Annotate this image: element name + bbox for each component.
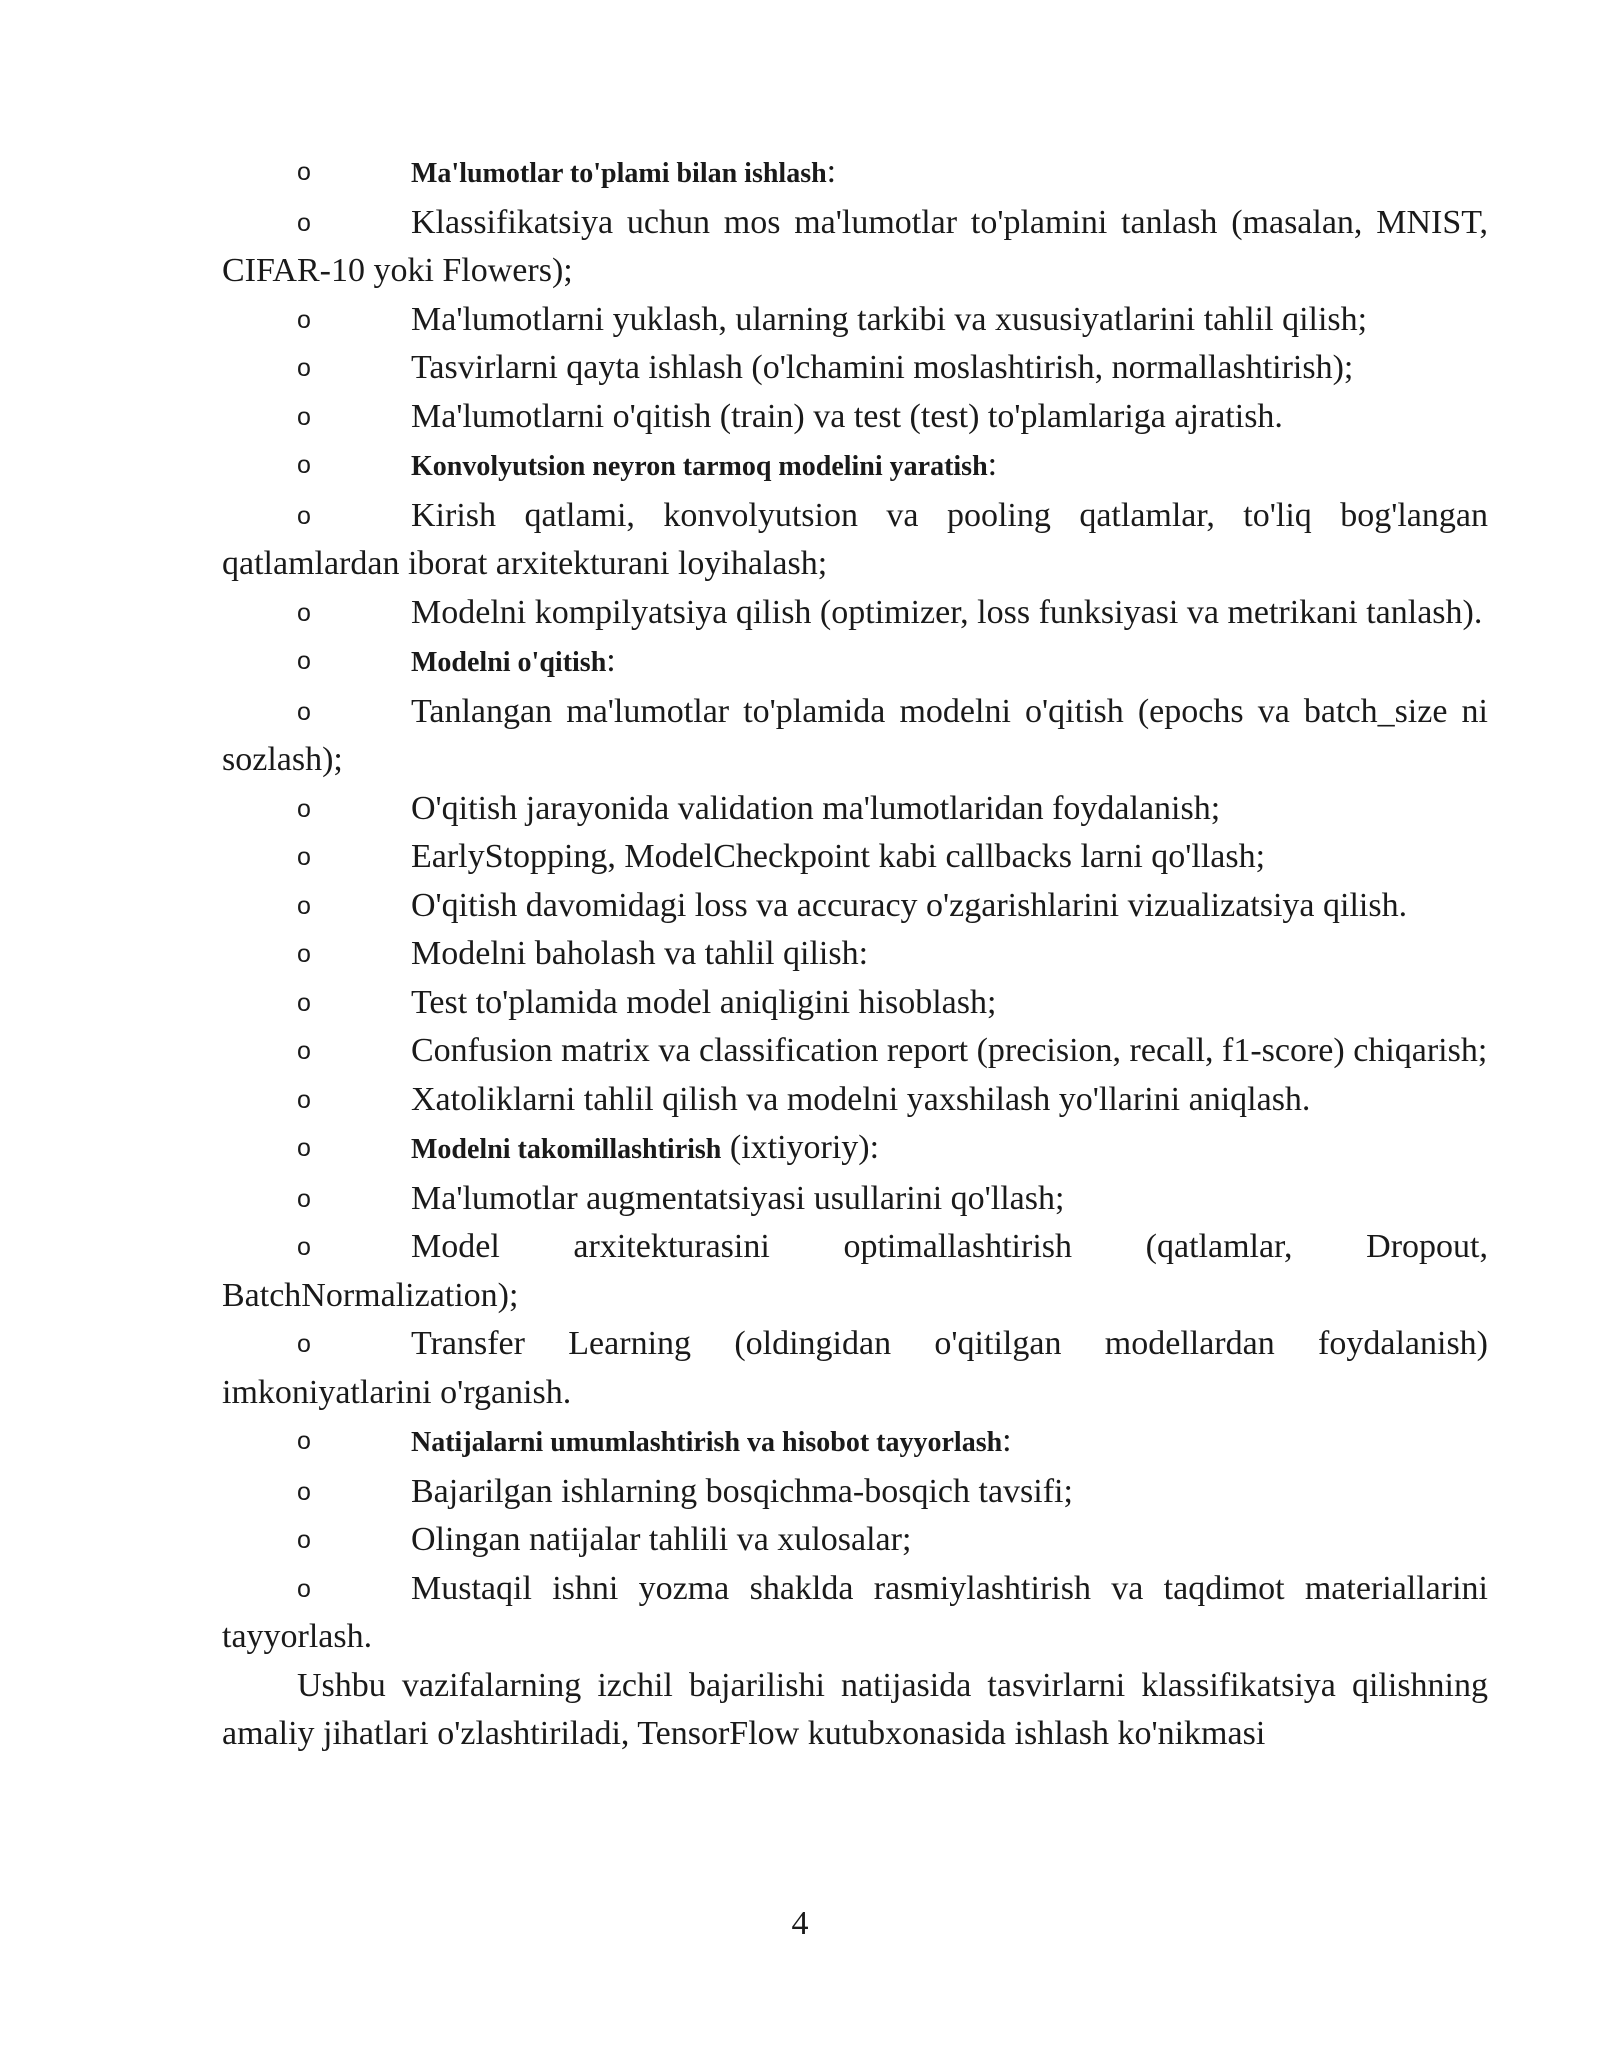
bullet-marker: o bbox=[297, 1427, 311, 1455]
item-text: Kirish qatlami, konvolyutsion va pooling qatlamlar, to'liq bog'langan qatlamlardan iborat arxitekturani loyihalash; bbox=[222, 496, 1488, 582]
item-text: EarlyStopping, ModelCheckpoint kabi callbacks larni qo'llash; bbox=[411, 838, 1266, 875]
bullet-marker: o bbox=[297, 402, 311, 431]
heading-text: Ma'lumotlar to'plami bilan ishlash bbox=[411, 158, 827, 189]
item-text: Test to'plamida model aniqligini hisoblash; bbox=[411, 983, 997, 1021]
heading-suffix: (ixtiyoriy): bbox=[721, 1129, 880, 1166]
item-text: Ma'lumotlarni yuklash, ularning tarkibi va xususiyatlarini tahlil qilish; bbox=[411, 300, 1368, 338]
section-heading bbox=[222, 637, 1488, 688]
list-item bbox=[222, 1027, 1488, 1076]
bullet-marker: o bbox=[297, 794, 311, 823]
bullet-marker: o bbox=[297, 208, 311, 237]
bullet-marker: o bbox=[297, 1134, 311, 1162]
item-text: Klassifikatsiya uchun mos ma'lumotlar to'plamini tanlash (masalan, MNIST, CIFAR-10 yoki Flowers); bbox=[222, 203, 1488, 289]
list-item bbox=[222, 930, 1488, 979]
list-item bbox=[222, 1468, 1488, 1517]
bullet-marker: o bbox=[297, 598, 311, 627]
list-item bbox=[222, 492, 1488, 589]
section-heading bbox=[222, 1417, 1488, 1468]
heading-suffix: : bbox=[987, 446, 998, 483]
section-heading bbox=[222, 148, 1488, 199]
item-text: Confusion matrix va classification report (precision, recall, f1-score) chiqarish; bbox=[411, 1032, 1488, 1069]
item-text: Model arxitekturasini optimallashtirish (qatlamlar, Dropout, BatchNormalization); bbox=[222, 1228, 1488, 1314]
item-text: O'qitish davomidagi loss va accuracy o'zgarishlarini vizualizatsiya qilish. bbox=[411, 886, 1408, 924]
list-item bbox=[222, 688, 1488, 785]
bullet-marker: o bbox=[297, 1574, 311, 1603]
section-heading bbox=[222, 441, 1488, 492]
list-item bbox=[222, 1516, 1488, 1565]
closing-paragraph: Ushbu vazifalarning izchil bajarilishi natijasida tasvirlarni klassifikatsiya qilishning amaliy jihatlari o'zlashtiriladi, TensorFlow kutubxonasida ishlash ko'nikmasi bbox=[222, 1666, 1488, 1752]
heading-text: Modelni o'qitish bbox=[411, 647, 607, 678]
document-page bbox=[222, 148, 1488, 1759]
item-text: Tanlangan ma'lumotlar to'plamida modelni o'qitish (epochs va batch_size ni sozlash); bbox=[222, 692, 1488, 778]
bullet-marker: o bbox=[297, 697, 311, 726]
bullet-marker: o bbox=[297, 451, 311, 479]
list-item bbox=[222, 979, 1488, 1028]
list-item bbox=[222, 296, 1488, 345]
list-item bbox=[222, 882, 1488, 931]
bullet-marker: o bbox=[297, 647, 311, 675]
item-text: Modelni baholash va tahlil qilish: bbox=[411, 935, 869, 972]
list-item bbox=[222, 1565, 1488, 1662]
list-item bbox=[222, 589, 1488, 638]
item-text: Mustaqil ishni yozma shaklda rasmiylashtirish va taqdimot materiallarini tayyorlash. bbox=[222, 1569, 1488, 1655]
list-item bbox=[222, 344, 1488, 393]
heading-text: Modelni takomillashtirish bbox=[411, 1134, 722, 1165]
bullet-marker: o bbox=[297, 1085, 311, 1114]
bullet-marker: o bbox=[297, 1184, 311, 1213]
bullet-marker: o bbox=[297, 158, 311, 186]
bullet-marker: o bbox=[297, 1330, 311, 1358]
list-item bbox=[222, 1320, 1488, 1417]
bullet-marker: o bbox=[297, 1233, 311, 1261]
list-item bbox=[222, 1175, 1488, 1224]
bullet-marker: o bbox=[297, 1477, 311, 1506]
list-item bbox=[222, 1223, 1488, 1320]
item-text: Olingan natijalar tahlili va xulosalar; bbox=[411, 1521, 912, 1558]
list-item bbox=[222, 1076, 1488, 1125]
item-text: Modelni kompilyatsiya qilish (optimizer, loss funksiyasi va metrikani tanlash). bbox=[411, 593, 1483, 631]
item-text: Transfer Learning (oldingidan o'qitilgan modellardan foydalanish) imkoniyatlarini o'rganish. bbox=[222, 1325, 1488, 1411]
item-text: Xatoliklarni tahlil qilish va modelni yaxshilash yo'llarini aniqlash. bbox=[411, 1080, 1311, 1118]
item-text: O'qitish jarayonida validation ma'lumotlaridan foydalanish; bbox=[411, 789, 1221, 827]
item-text: Ma'lumotlarni o'qitish (train) va test (test) to'plamlariga ajratish. bbox=[411, 397, 1283, 435]
heading-suffix: : bbox=[1002, 1422, 1012, 1459]
bullet-marker: o bbox=[297, 1037, 311, 1065]
list-item bbox=[222, 199, 1488, 296]
heading-suffix: : bbox=[606, 642, 616, 679]
item-text: Ma'lumotlar augmentatsiyasi usullarini qo'llash; bbox=[411, 1179, 1065, 1217]
bullet-marker: o bbox=[297, 843, 311, 871]
bullet-marker: o bbox=[297, 1526, 311, 1554]
bullet-marker: o bbox=[297, 354, 311, 382]
bullet-marker: o bbox=[297, 940, 311, 968]
page-number: 4 bbox=[791, 1905, 809, 1942]
bullet-marker: o bbox=[297, 891, 311, 920]
bullet-marker: o bbox=[297, 305, 311, 334]
section-heading bbox=[222, 1124, 1488, 1175]
heading-text: Natijalarni umumlashtirish va hisobot tayyorlash bbox=[411, 1427, 1003, 1458]
bullet-marker: o bbox=[297, 501, 311, 530]
item-text: Bajarilgan ishlarning bosqichma-bosqich tavsifi; bbox=[411, 1472, 1073, 1510]
list-item bbox=[222, 393, 1488, 442]
heading-suffix: : bbox=[826, 153, 837, 190]
bullet-marker: o bbox=[297, 988, 311, 1017]
item-text: Tasvirlarni qayta ishlash (o'lchamini moslashtirish, normallashtirish); bbox=[411, 349, 1354, 386]
list-item bbox=[222, 833, 1488, 882]
task-list bbox=[222, 148, 1488, 1662]
heading-text: Konvolyutsion neyron tarmoq modelini yaratish bbox=[411, 451, 988, 482]
list-item bbox=[222, 785, 1488, 834]
